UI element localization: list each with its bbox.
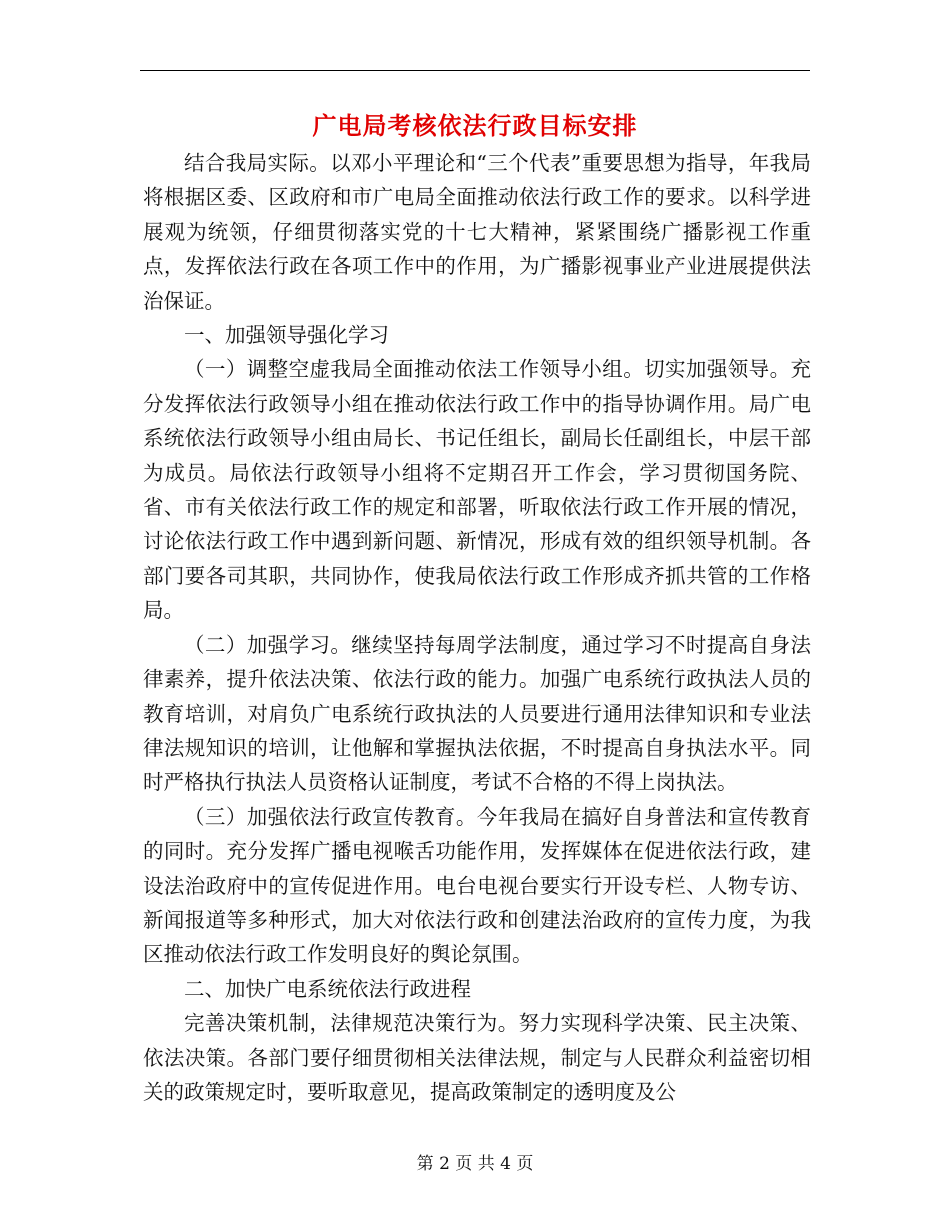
paragraph-intro: 结合我局实际。以邓小平理论和“三个代表”重要思想为指导，年我局将根据区委、区政府和市广电局全面推动依法行政工作的要求。以科学进展观为统领，仔细贯彻落实党的十七大精神，紧紧围绕广播影视工作重点，发挥依法行政在各项工作中的作用，为广播影视事业产业进展提供法治保证。: [143, 151, 811, 313]
header-rule: [140, 70, 810, 71]
section-heading-2: 二、加快广电系统依法行政进程: [184, 976, 471, 1001]
section-heading-1: 一、加强领导强化学习: [184, 323, 389, 348]
paragraph-leadership-group: （一）调整空虚我局全面推动依法工作领导小组。切实加强领导。充分发挥依法行政领导小组在推动依法行政工作中的指导协调作用。局广电系统依法行政领导小组由局长、书记任组长，副局长任副组长，中层干部为成员。局依法行政领导小组将不定期召开工作会，学习贯彻国务院、省、市有关依法行政工作的规定和部署，听取依法行政工作开展的情况，讨论依法行政工作中遇到新问题、新情况，形成有效的组织领导机制。各部门要各司其职，共同协作，使我局依法行政工作形成齐抓共管的工作格局。: [143, 357, 811, 623]
paragraph-study: （二）加强学习。继续坚持每周学法制度，通过学习不时提高自身法律素养，提升依法决策、依法行政的能力。加强广电系统行政执法人员的教育培训，对肩负广电系统行政执法的人员要进行通用法律知识和专业法律法规知识的培训，让他解和掌握执法依据，不时提高自身执法水平。同时严格执行执法人员资格认证制度，考试不合格的不得上岗执法。: [143, 632, 811, 795]
page-number: 第 2 页 共 4 页: [416, 1154, 534, 1174]
paragraph-decision-mechanism: 完善决策机制，法律规范决策行为。努力实现科学决策、民主决策、依法决策。各部门要仔细贯彻相关法律法规，制定与人民群众利益密切相关的政策规定时，要听取意见，提高政策制定的透明度及公: [143, 1011, 811, 1104]
document-title: 广电局考核依法行政目标安排: [312, 111, 638, 140]
document-body: [143, 146, 811, 1109]
paragraph-publicity: （三）加强依法行政宣传教育。今年我局在搞好自身普法和宣传教育的同时。充分发挥广播电视喉舌功能作用，发挥媒体在促进依法行政，建设法治政府中的宣传促进作用。电台电视台要实行开设专栏、人物专访、新闻报道等多种形式，加大对依法行政和创建法治政府的宣传力度，为我区推动依法行政工作发明良好的舆论氛围。: [143, 804, 811, 967]
